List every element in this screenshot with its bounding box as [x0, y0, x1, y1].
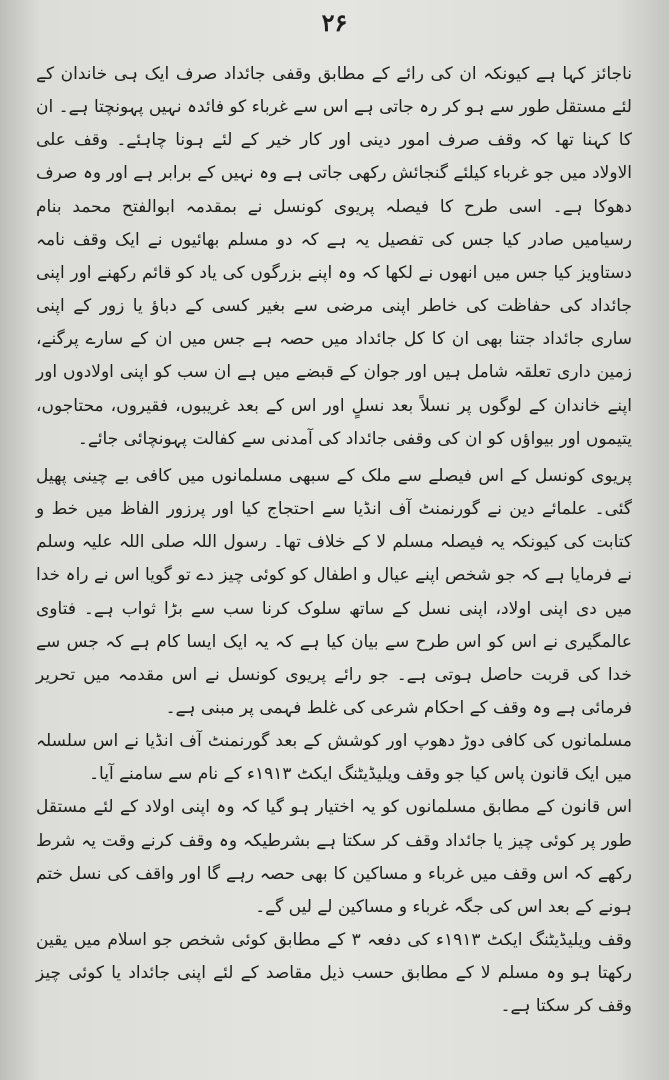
page-number: ۲۶ [321, 8, 348, 37]
paragraph-3: مسلمانوں کی کافی دوڑ دھوپ اور کوشش کے بعد گورنمنٹ آف انڈیا نے اس سلسلہ میں ایک قانون پاس کیا جو وقف ویلیڈیٹنگ ایکٹ ۱۹۱۳ء کے نام سے سامنے آیا۔ [36, 731, 632, 785]
paragraph-1: ناجائز کہا ہے کیونکہ ان کی رائے کے مطابق وقفی جائداد صرف ایک ہی خاندان کے لئے مستقل طور سے ہو کر رہ جاتی ہے اس سے غرباء کو فائدہ نہیں پہونچتا ہے۔ ان کا کہنا تھا کہ وقف صرف امور دینی اور کار خیر کے لئے ہونا چاہئے۔ وقف علی الاولاد میں جو غرباء کیلئے گنجائش رکھی جاتی ہے وہ نہیں کے برابر ہے اور وہ صرف دھوکا ہے۔ اسی طرح کا فیصلہ پریوی کونسل نے بمقدمہ ابوالفتح محمد بنام رسیامیں صادر کیا جس کی تفصیل یہ ہے کہ دو مسلم بھائیوں نے ایک وقف نامہ دستاویز کیا جس میں انھوں نے لکھا کہ وہ اپنے بزرگوں کی یاد کو قائم رکھنے اور اپنی جائداد کی حفاظت کی خاطر اپنی مرضی سے بغیر کسی کے دباؤ یا زور کے اپنی ساری جائداد جتنا بھی ان کا کل جائداد میں حصہ ہے جس میں ان کے سارے پرگنے، زمین داری تعلقہ شامل ہیں اور جوان کے قبضے میں ہے ان سب کو اپنی اولادوں اور اپنے خاندان کے لوگوں پر نسلاً بعد نسلٍ اور اس کے بعد غریبوں، فقیروں، محتاجوں، یتیموں اور بیواؤں کو ان کی وقفی جائداد کی آمدنی سے کفالت پہونچائی جائے۔ [36, 64, 632, 449]
paragraph-5: وقف ویلیڈیٹنگ ایکٹ ۱۹۱۳ء کی دفعہ ۳ کے مطابق کوئی شخص جو اسلام میں یقین رکھتا ہو وہ مسلم لا کے مطابق حسب ذیل مقاصد کے لئے اپنی جائداد یا کوئی چیز وقف کر سکتا ہے۔ [36, 930, 632, 1017]
body-text [36, 58, 632, 1024]
paragraph-4: اس قانون کے مطابق مسلمانوں کو یہ اختیار ہو گیا کہ وہ اپنی اولاد کے لئے مستقل طور پر کوئی چیز یا جائداد وقف کر سکتا ہے بشرطیکہ وہ وقف کرنے وقت یہ شرط رکھے کہ اس وقف میں غرباء و مساکین کا بھی حصہ رہے گا اور واقف کی نسل ختم ہونے کے بعد اس کی جگہ غرباء و مساکین لے لیں گے۔ [36, 797, 632, 917]
paragraph-2: پریوی کونسل کے اس فیصلے سے ملک کے سبھی مسلمانوں میں کافی بے چینی پھیل گئی۔ علمائے دین نے گورنمنٹ آف انڈیا سے احتجاج کیا اور پرزور الفاظ میں خط و کتابت کی کیونکہ یہ فیصلہ مسلم لا کے خلاف تھا۔ رسول اللہ صلی اللہ علیہ وسلم نے فرمایا ہے کہ جو شخص اپنے عیال و اطفال کو کوئی چیز دے تو گویا اس نے راہ خدا میں دی اپنی اولاد، اپنی نسل کے ساتھ سلوک کرنا سب سے بڑا ثواب ہے۔ فتاوی عالمگیری نے اس کو اس طرح سے بیان کیا ہے کہ یہ ایک ایسا کام ہے کہ جس سے خدا کی قربت حاصل ہوتی ہے۔ جو رائے پریوی کونسل نے اس مقدمہ میں تحریر فرمائی ہے وہ وقف کے احکام شرعی کی غلط فہمی پر مبنی ہے۔ [36, 465, 632, 718]
